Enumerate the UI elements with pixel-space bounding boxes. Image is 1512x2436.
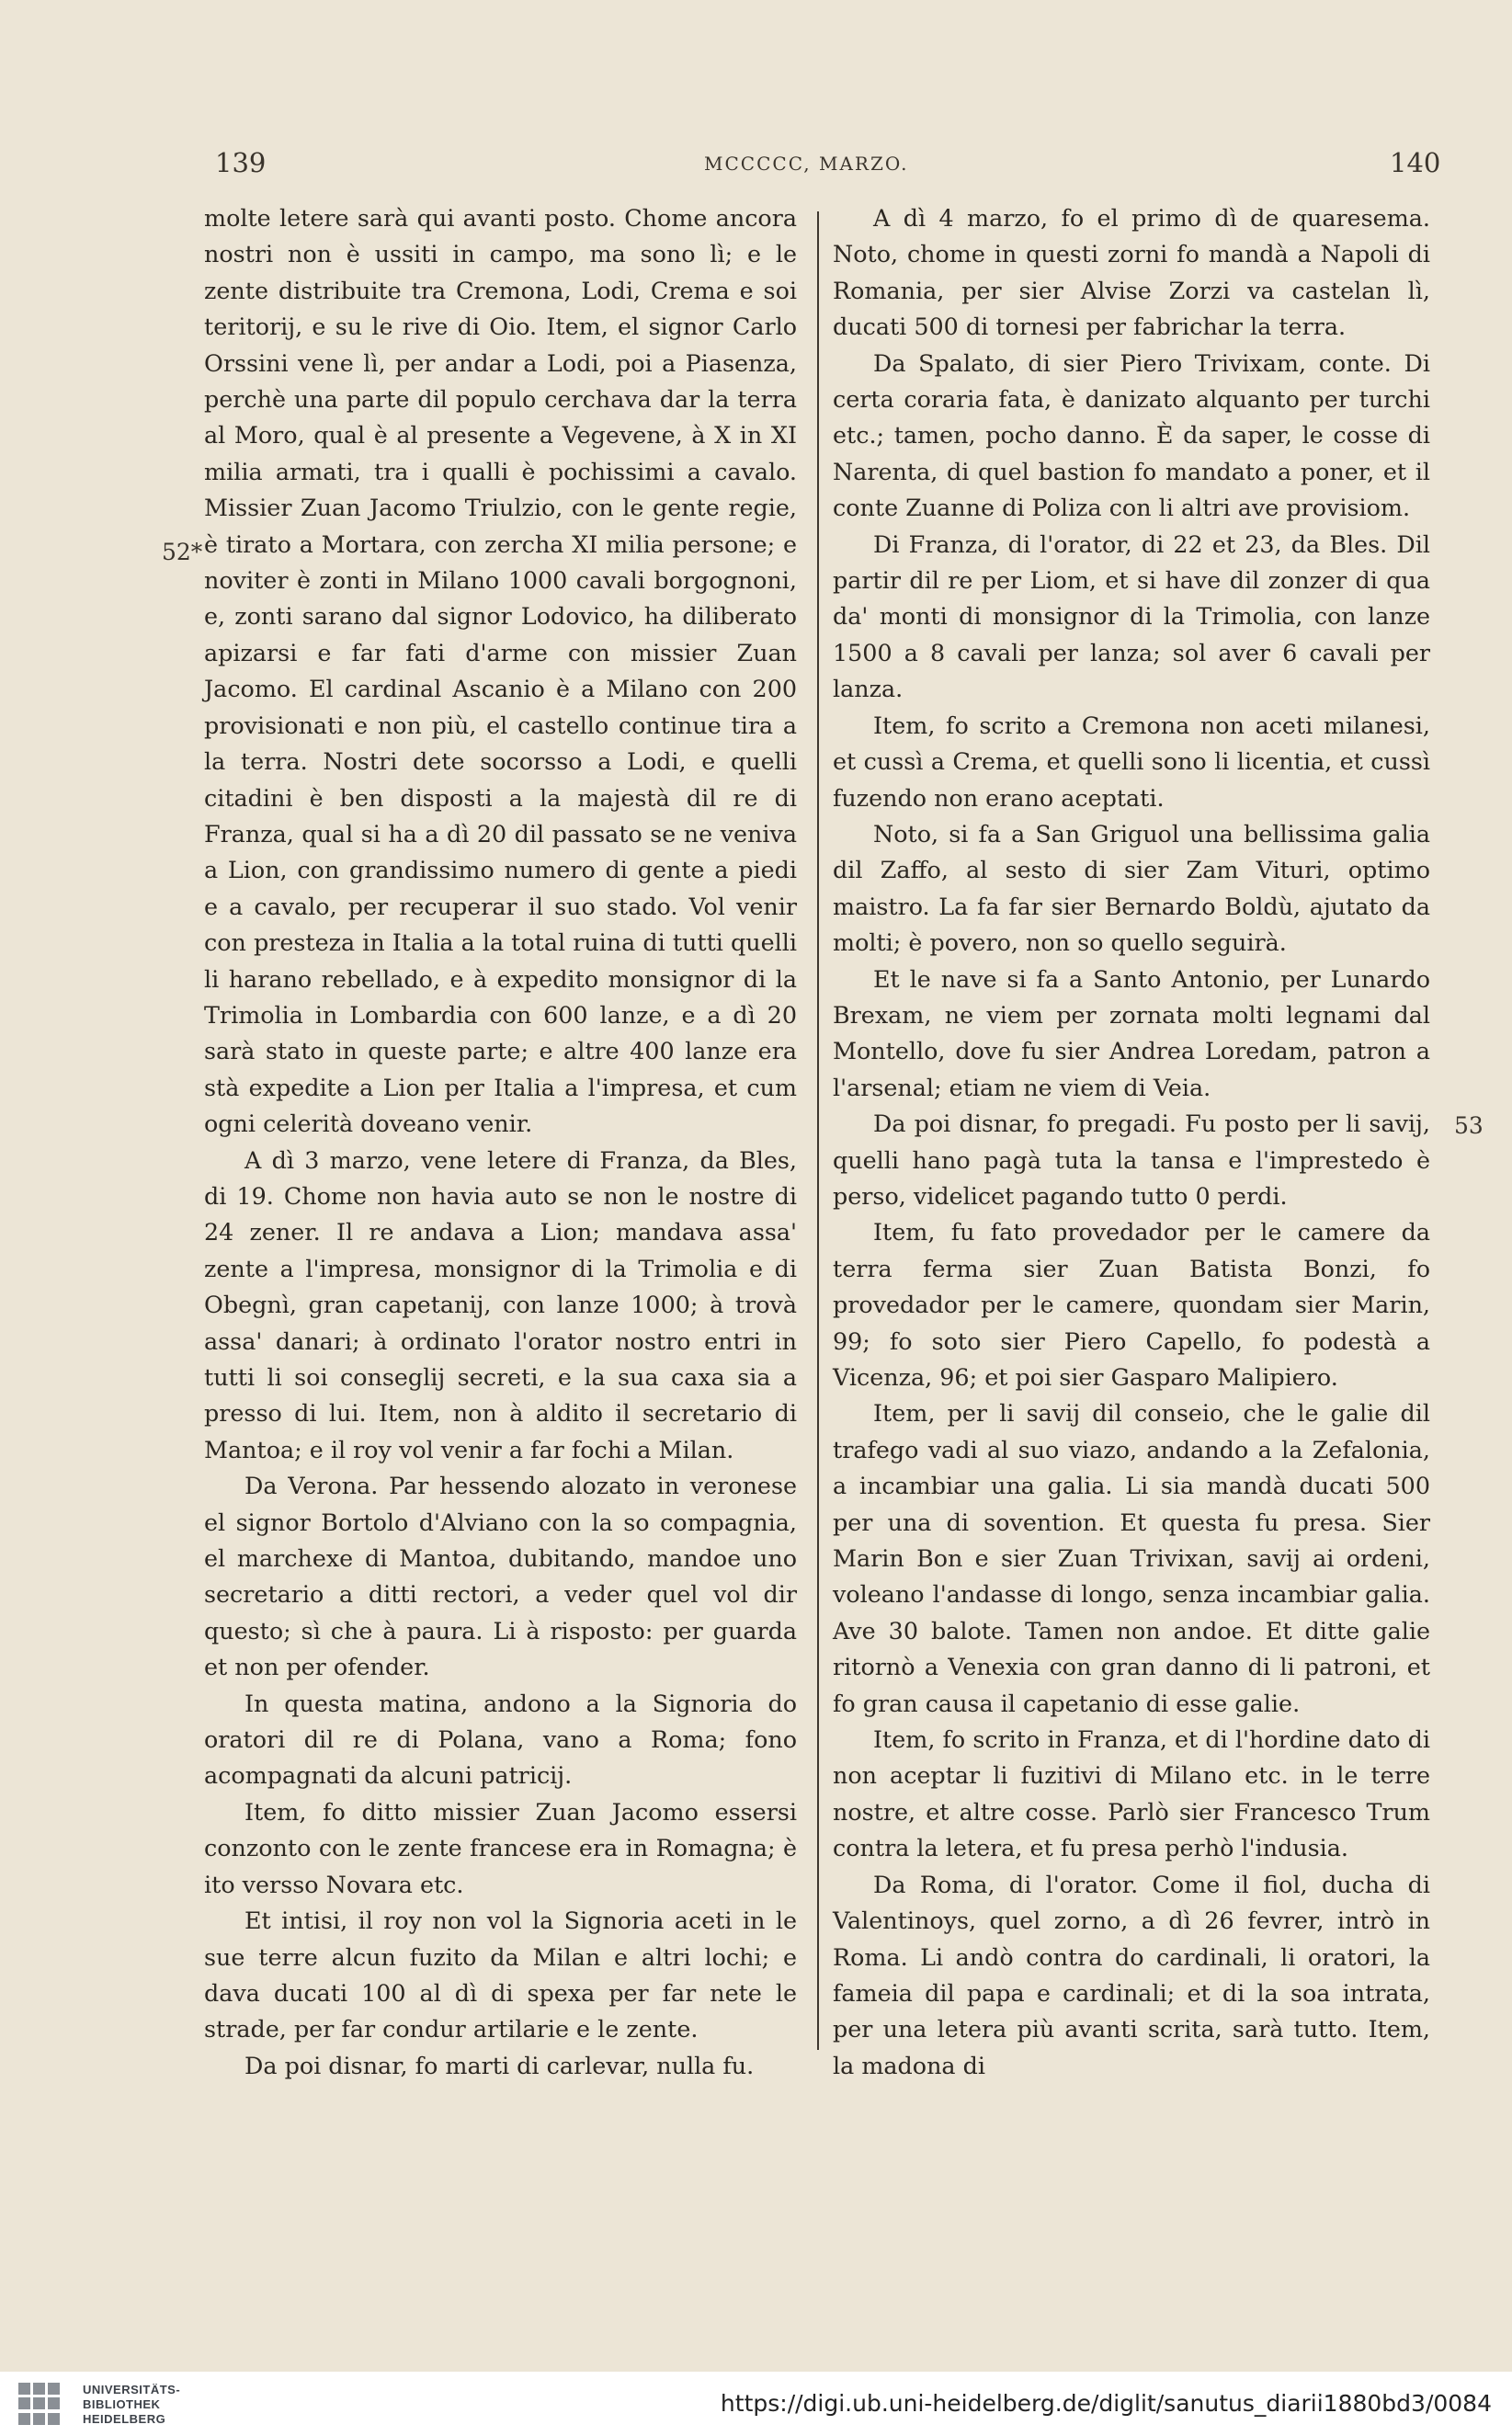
paragraph: Item, fo ditto missier Zuan Jacomo essersi conzonto con le zente francese era in Romagna; è ito versso Novara etc. [204,1797,797,1898]
paragraph: Da poi disnar, fo marti di carlevar, nulla fu. [244,2051,755,2079]
margin-note-left: 52* [162,539,203,565]
paragraph: Et le nave si fa a Santo Antonio, per Lunardo Brexam, ne viem per zornata molti legnami dal Montello, dove fu sier Andrea Loredam, patron a l'arsenal; etiam ne viem di Veia. [833,964,1430,1101]
university-logo-icon [18,2383,61,2425]
paragraph: Noto, si fa a San Griguol una bellissima galia dil Zaffo, al sesto di sier Zam Vituri, optimo maistro. La fa far sier Bernardo Boldù, ajutato da molti; è povero, non so quello seguirà. [833,819,1430,957]
paragraph: Item, fo scrito a Cremona non aceti milanesi, et cussì a Crema, et quelli sono li licentia, et cussì fuzendo non erano aceptati. [833,711,1430,812]
left-column [204,200,797,2084]
footer-bar [0,2372,1512,2436]
column-divider [817,211,819,2050]
right-column [833,200,1430,2084]
paragraph: Item, fu fato provedador per le camere da terra ferma sier Zuan Batista Bonzi, fo provedador per le camere, quondam sier Marin, 99; fo soto sier Piero Capello, fo podestà a Vicenza, 96; et poi sier Gasparo Malipiero. [833,1218,1430,1391]
paragraph: A dì 3 marzo, vene letere di Franza, da Bles, di 19. Chome non havia auto se non le nostre di 24 zener. Il re andava a Lion; mandava assa' zente a l'impresa, monsignor di la Trimolia e di Obegnì, gran capetanij, con lanze 1000; à trovà assa' danari; à ordinato l'orator nostro entri in tutti li soi conseglij secreti, e la sua caxa sia a presso di lui. Item, non à aldito il secretario di Mantoa; e il roy vol venir a far fochi a Milan. [204,1145,797,1463]
institution-name [83,2383,180,2427]
paragraph: Di Franza, di l'orator, di 22 et 23, da Bles. Dil partir dil re per Liom, et si have dil zonzer di qua da' monti di monsignor di la Trimolia, con lanze 1500 a 8 cavali per lanza; sol aver 6 cavali per lanza. [833,529,1430,703]
paragraph: Da Verona. Par hessendo alozato in veronese el signor Bortolo d'Alviano con la so compagnia, el marchexe di Mantoa, dubitando, mandoe uno secretario a ditti rectori, a veder quel vol dir questo; sì che à paura. Li à risposto: per guarda et non per ofender. [204,1472,797,1681]
paragraph: Item, per li savij dil conseio, che le galie dil trafego vadi al suo viazo, andando a la Zefalonia, a incambiar una galia. Li sia mandà ducati 500 per una di sovention. Et questa fu presa. Sier Marin Bon e sier Zuan Trivixan, savij ai ordeni, voleano l'andasse di longo, senza incambiar galia. Ave 30 balote. Tamen non andoe. Et ditte galie ritornò a Venexia con gran danno di li patroni, et fo gran causa il capetanio di esse galie. [833,1399,1430,1717]
paragraph: Da poi disnar, fo pregadi. Fu posto per li savij, quelli hano pagà tuta la tansa e l'imprestedo è perso, videlicet pagando tutto 0 perdi. [833,1110,1430,1210]
running-title: MCCCCC, MARZO. [704,153,909,175]
source-url-link[interactable]: https://digi.ub.uni-heidelberg.de/diglit/sanutus_diarii1880bd3/0084 [720,2390,1492,2417]
institution-line: UNIVERSITÄTS- [83,2383,181,2396]
paragraph: In questa matina, andono a la Signoria do oratori dil re di Polana, vano a Roma; fono acompagnati da alcuni patricij. [204,1689,797,1790]
paragraph: molte letere sarà qui avanti posto. Chome ancora nostri non è ussiti in campo, ma sono lì; e le zente distribuite tra Cremona, Lodi, Crema e soi teritorij, e su le rive di Oio. Item, el signor Carlo Orssini vene lì, per andar a Lodi, poi a Piasenza, perchè una parte dil populo cerchava dar la terra al Moro, qual è al presente a Vegevene, à X in XI milia armati, tra i qualli è pochissimi a cavalo. Missier Zuan Jacomo Triulzio, con le gente regie, è tirato a Mortara, con zercha XI milia persone; e noviter è zonti in Milano 1000 cavali borgognoni, e, zonti sarano dal signor Lodovico, ha diliberato apizarsi e far fati d'arme con missier Zuan Jacomo. El cardinal Ascanio è a Milano con 200 provisionati e non più, el castello continue tira a la terra. Nostri dete socorsso a Lodi, e quelli citadini è ben disposti a la majestà dil re di Franza, qual si ha a dì 20 dil passato se ne veniva a Lion, con grandissimo numero di gente a piedi e a cavalo, per recuperar il suo stado. Vol venir con presteza in Italia a la total ruina di tutti quelli li harano rebellado, e à expedito monsignor di la Trimolia in Lombardia con 600 lanze, e a dì 20 sarà stato in queste parte; e altre 400 lanze era stà expedite a Lion per Italia a l'impresa, et cum ogni celerità doveano venir. [204,204,797,1138]
institution-line: BIBLIOTHEK [83,2397,161,2411]
page-number-right: 140 [1390,147,1441,178]
paragraph: Da Roma, di l'orator. Come il fiol, ducha di Valentinoys, quel zorno, a dì 26 fevrer, intrò in Roma. Li andò contra do cardinali, li oratori, la fameia dil papa e cardinali; et di la soa intrata, per una letera più avanti scrita, sarà tutto. Item, la madona di [833,1870,1430,2079]
page-header [0,147,1512,193]
paragraph: A dì 4 marzo, fo el primo dì de quaresema. Noto, chome in questi zorni fo mandà a Napoli di Romania, per sier Alvise Zorzi va castelan lì, ducati 500 di tornesi per fabrichar la terra. [833,204,1430,341]
paragraph: Et intisi, il roy non vol la Signoria aceti in le sue terre alcun fuzito da Milan e altri lochi; e dava ducati 100 al dì di spexa per far nete le strade, per far condur artilarie e le zente. [204,1907,797,2043]
page-number-left: 139 [215,147,267,178]
margin-note-right: 53 [1454,1112,1484,1139]
institution-line: HEIDELBERG [83,2412,166,2426]
paragraph: Da Spalato, di sier Piero Trivixam, conte. Di certa coraria fata, è danizato alquanto per turchi etc.; tamen, pocho danno. È da saper, le cosse di Narenta, di quel bastion fo mandato a poner, et il conte Zuanne di Poliza con li altri ave provisiom. [833,348,1430,522]
paragraph: Item, fo scrito in Franza, et di l'hordine dato di non aceptar li fuzitivi di Milano etc. in le terre nostre, et altre cosse. Parlò sier Francesco Trum contra la letera, et fu presa perhò l'indusia. [833,1725,1430,1862]
